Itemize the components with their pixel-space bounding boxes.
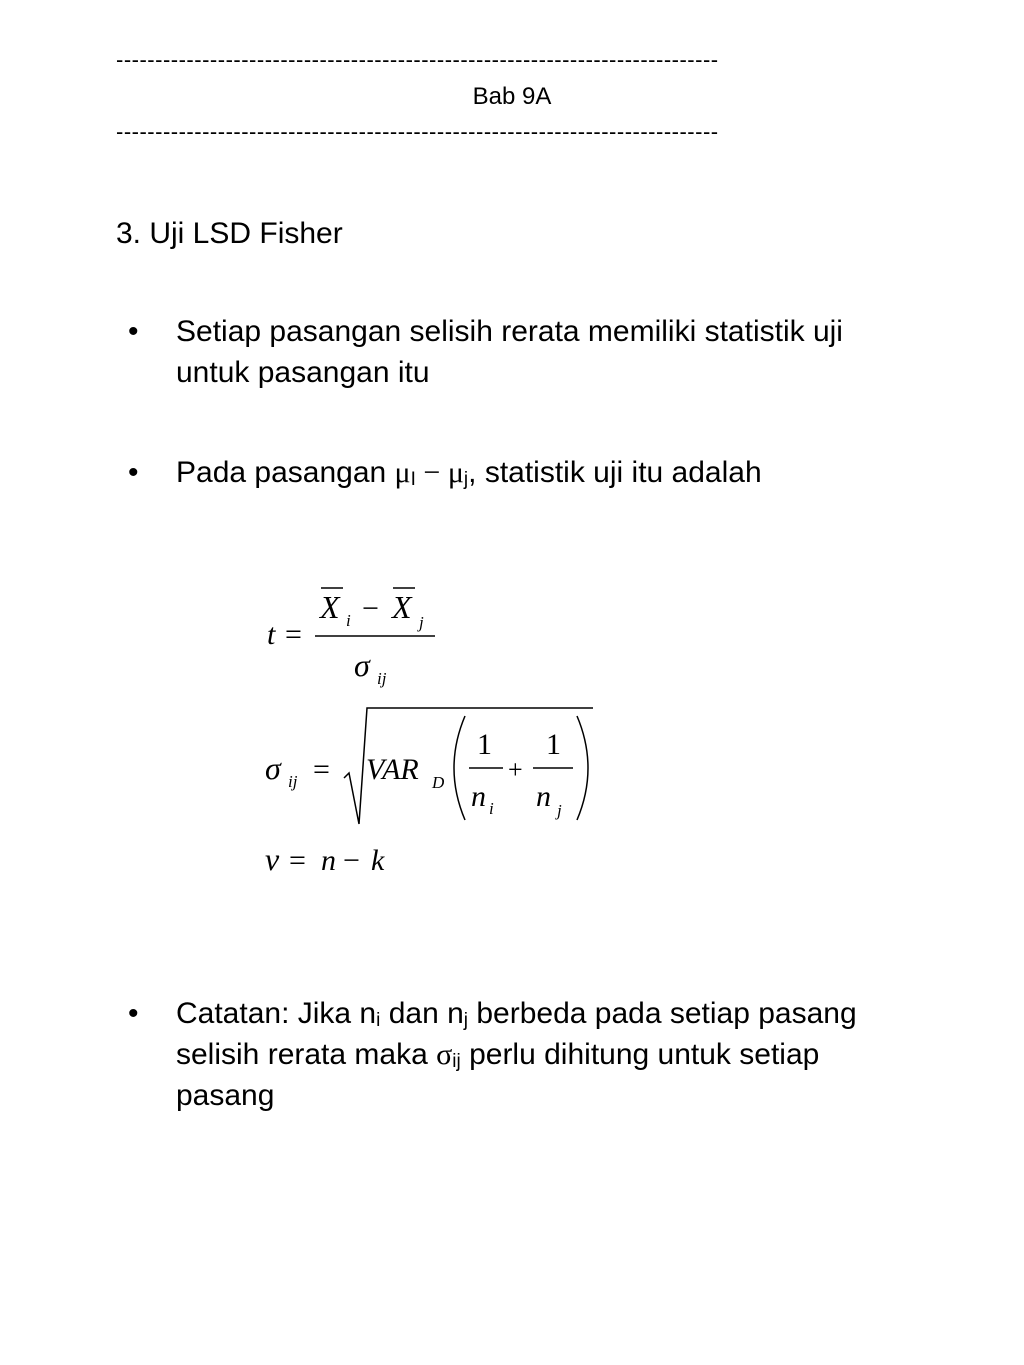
formula-one-2: 1 [546,728,561,761]
formula-n: n [321,844,336,877]
formula-k: k [371,844,385,877]
bullet-text: Pada pasangan $\mu_I - \mu_j$, statistik uji itu adalah [176,456,762,490]
lsd-formula-block [255,570,615,890]
formula-minus-2: − [343,844,360,877]
formula-n-sub-j: j [557,801,562,820]
formula-sub-ij: ij [377,669,387,688]
bullet-text: Setiap pasangan selisih rerata memiliki statistik uji untuk pasangan itu [176,315,843,389]
formula-sub-i: i [346,611,351,630]
formula-n-i: n [471,780,486,813]
formula-n-j: n [536,780,551,813]
formula-equals-2: = [313,753,330,786]
formula-one-1: 1 [477,728,492,761]
formula-sub-j: j [419,613,424,632]
formula-sub-d: D [432,773,445,792]
bullet-marker: • [128,997,139,1030]
formula-var: VAR [366,753,419,786]
header-rule-top: ----------------------------------------------------------------------------- [116,52,719,68]
bullet-marker: • [128,456,139,489]
formula-plus: + [508,755,523,784]
formula-minus: − [362,592,379,625]
formula-t: t [267,618,276,651]
formula-equals: = [285,618,302,651]
lsd-formula-svg [255,570,615,890]
formula-n-sub-i: i [489,799,494,818]
formula-equals-3: = [289,844,306,877]
formula-sigma-lhs: σ [265,750,281,786]
chapter-title: Bab 9A [472,83,552,110]
header-rule-bottom: ----------------------------------------------------------------------------- [116,124,719,140]
section-title: 3. Uji LSD Fisher [116,217,343,250]
formula-sigma: σ [354,647,370,683]
right-paren [577,716,588,820]
formula-x-j: X [392,589,412,625]
formula-sub-ij-lhs: ij [288,772,298,791]
formula-x-i: X [320,589,340,625]
bullet-text: Catatan: Jika $n_i$ dan $n_j$ berbeda pada setiap pasang selisih rerata maka $\sigma_{ij}$ perlu dihitung untuk setiap pasang [176,997,857,1112]
bullet-marker: • [128,315,139,348]
formula-nu: ν [265,841,280,877]
left-paren [454,716,465,820]
